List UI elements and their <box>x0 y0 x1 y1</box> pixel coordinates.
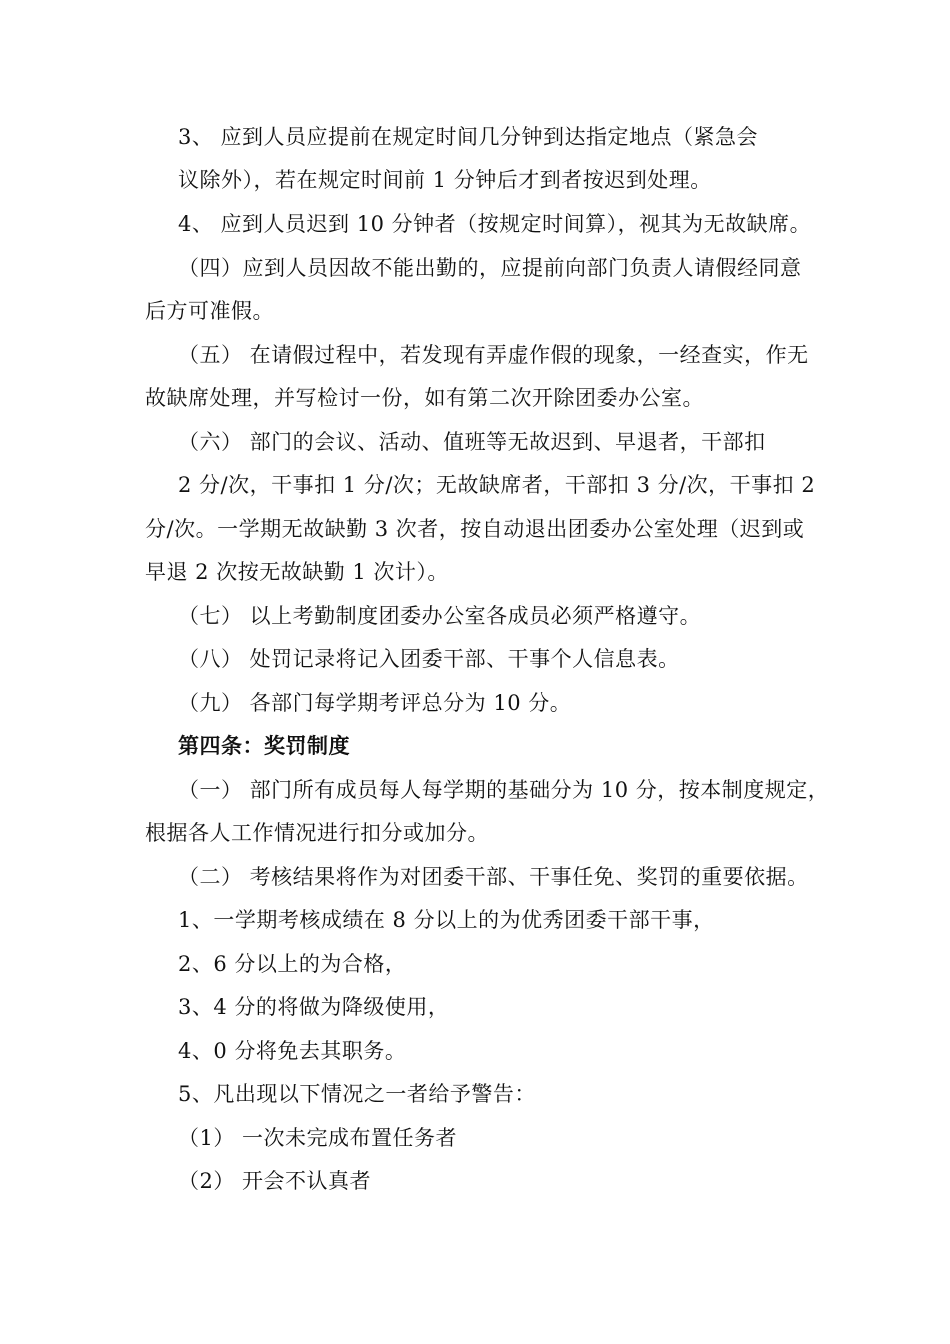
text-line-8: （六） 部门的会议、活动、值班等无故迟到、早退者，干部扣 <box>178 430 766 454</box>
text-line-12: （七） 以上考勤制度团委办公室各成员必须严格遵守。 <box>178 604 702 628</box>
text-line-18: （二） 考核结果将作为对团委干部、干事任免、奖罚的重要依据。 <box>178 865 809 889</box>
section-heading: 第四条：奖罚制度 <box>178 733 350 758</box>
text-line-4: （四）应到人员因故不能出勤的，应提前向部门负责人请假经同意 <box>178 256 802 280</box>
text-line-7: 故缺席处理，并写检讨一份，如有第二次开除团委办公室。 <box>145 386 704 410</box>
text-line-17: 根据各人工作情况进行扣分或加分。 <box>145 821 489 845</box>
text-line-24: （1） 一次未完成布置任务者 <box>178 1126 458 1150</box>
text-line-10: 分/次。一学期无故缺勤 3 次者，按自动退出团委办公室处理（迟到或 <box>145 517 805 541</box>
text-line-11: 早退 2 次按无故缺勤 1 次计）。 <box>145 560 449 584</box>
text-line-13: （八） 处罚记录将记入团委干部、干事个人信息表。 <box>178 647 680 671</box>
text-line-6: （五） 在请假过程中，若发现有弄虚作假的现象，一经查实，作无 <box>178 343 809 367</box>
text-line-3: 4、 应到人员迟到 10 分钟者（按规定时间算），视其为无故缺席。 <box>178 212 812 236</box>
text-line-19: 1、一学期考核成绩在 8 分以上的为优秀团委干部干事， <box>178 908 715 932</box>
text-line-14: （九） 各部门每学期考评总分为 10 分。 <box>178 691 572 715</box>
text-line-20: 2、6 分以上的为合格， <box>178 952 407 976</box>
text-line-5: 后方可准假。 <box>145 299 274 323</box>
text-line-25: （2） 开会不认真者 <box>178 1169 372 1193</box>
text-line-22: 4、0 分将免去其职务。 <box>178 1039 407 1063</box>
text-line-9: 2 分/次，干事扣 1 分/次；无故缺席者，干部扣 3 分/次，干事扣 2 <box>178 473 816 497</box>
text-line-16: （一） 部门所有成员每人每学期的基础分为 10 分，按本制度规定， <box>178 778 830 802</box>
text-line-2: 议除外），若在规定时间前 1 分钟后才到者按迟到处理。 <box>178 168 712 192</box>
text-line-23: 5、凡出现以下情况之一者给予警告： <box>178 1082 536 1106</box>
text-line-1: 3、 应到人员应提前在规定时间几分钟到达指定地点（紧急会 <box>178 125 759 149</box>
text-line-21: 3、4 分的将做为降级使用， <box>178 995 450 1019</box>
